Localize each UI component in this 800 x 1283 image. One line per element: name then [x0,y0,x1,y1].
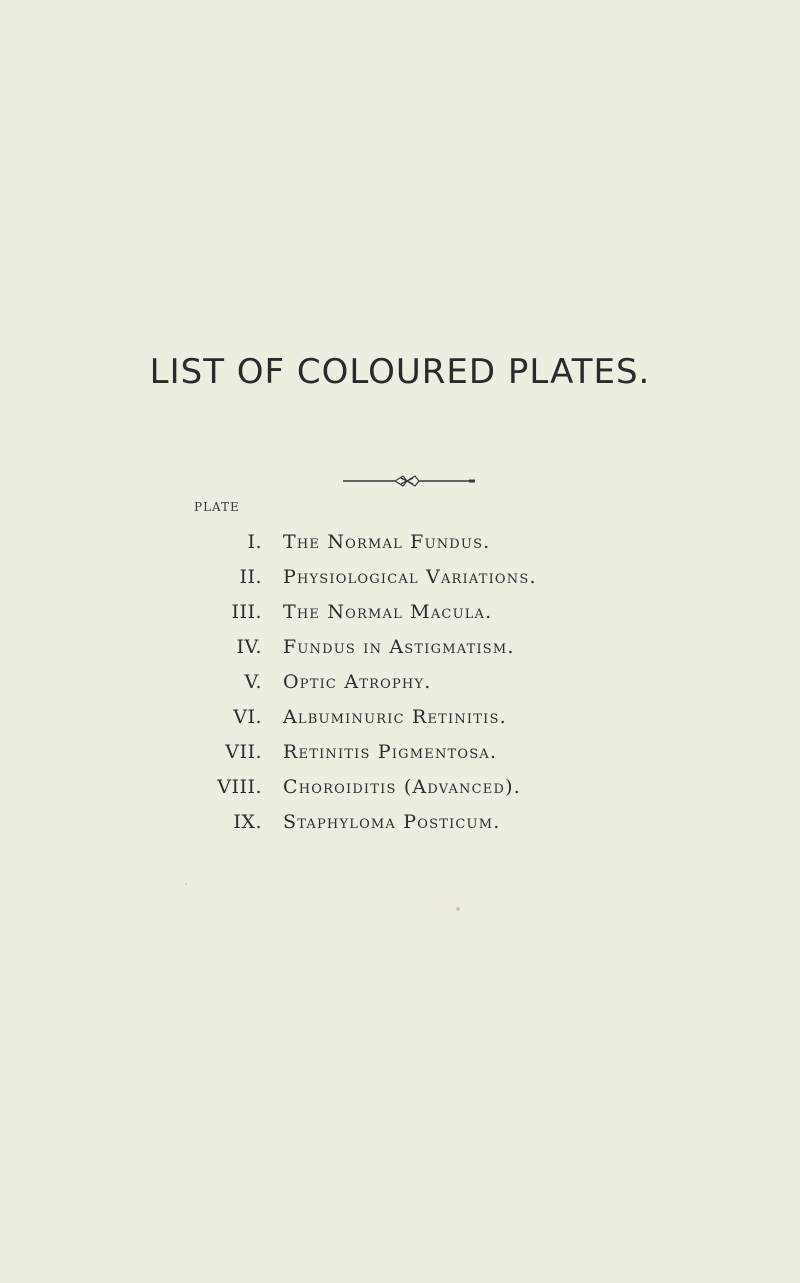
plate-numeral: V. [244,671,262,693]
plate-numeral: I. [247,531,262,553]
plate-title: Fundus in Astigmatism. [283,636,515,658]
plate-title: Physiological Variations. [283,566,537,588]
plate-column-header: PLATE [194,500,240,514]
plate-row [0,636,800,668]
plate-row [0,566,800,598]
plate-row [0,601,800,633]
plate-numeral: IV. [236,636,262,658]
plate-numeral: VI. [233,706,262,728]
plate-title: The Normal Fundus. [283,531,491,553]
page-title: LIST OF COLOURED PLATES. [149,352,651,392]
paper-speck [456,907,460,911]
plate-title: Staphyloma Posticum. [283,811,501,833]
plate-row [0,811,800,843]
plate-title: Choroiditis (Advanced). [283,776,521,798]
plate-title: The Normal Macula. [283,601,493,623]
plate-numeral: II. [239,566,262,588]
plate-numeral: VIII. [217,776,262,798]
plate-row [0,741,800,773]
plate-numeral: IX. [233,811,262,833]
plate-row [0,706,800,738]
plate-row [0,531,800,563]
plate-title: Optic Atrophy. [283,671,432,693]
ornament-rule [343,470,475,490]
plate-title: Retinitis Pigmentosa. [283,741,498,763]
plate-row [0,671,800,703]
paper-speck [185,883,187,885]
plate-title: Albuminuric Retinitis. [283,706,507,728]
plate-numeral: III. [231,601,262,623]
plate-numeral: VII. [225,741,262,763]
plate-row [0,776,800,808]
